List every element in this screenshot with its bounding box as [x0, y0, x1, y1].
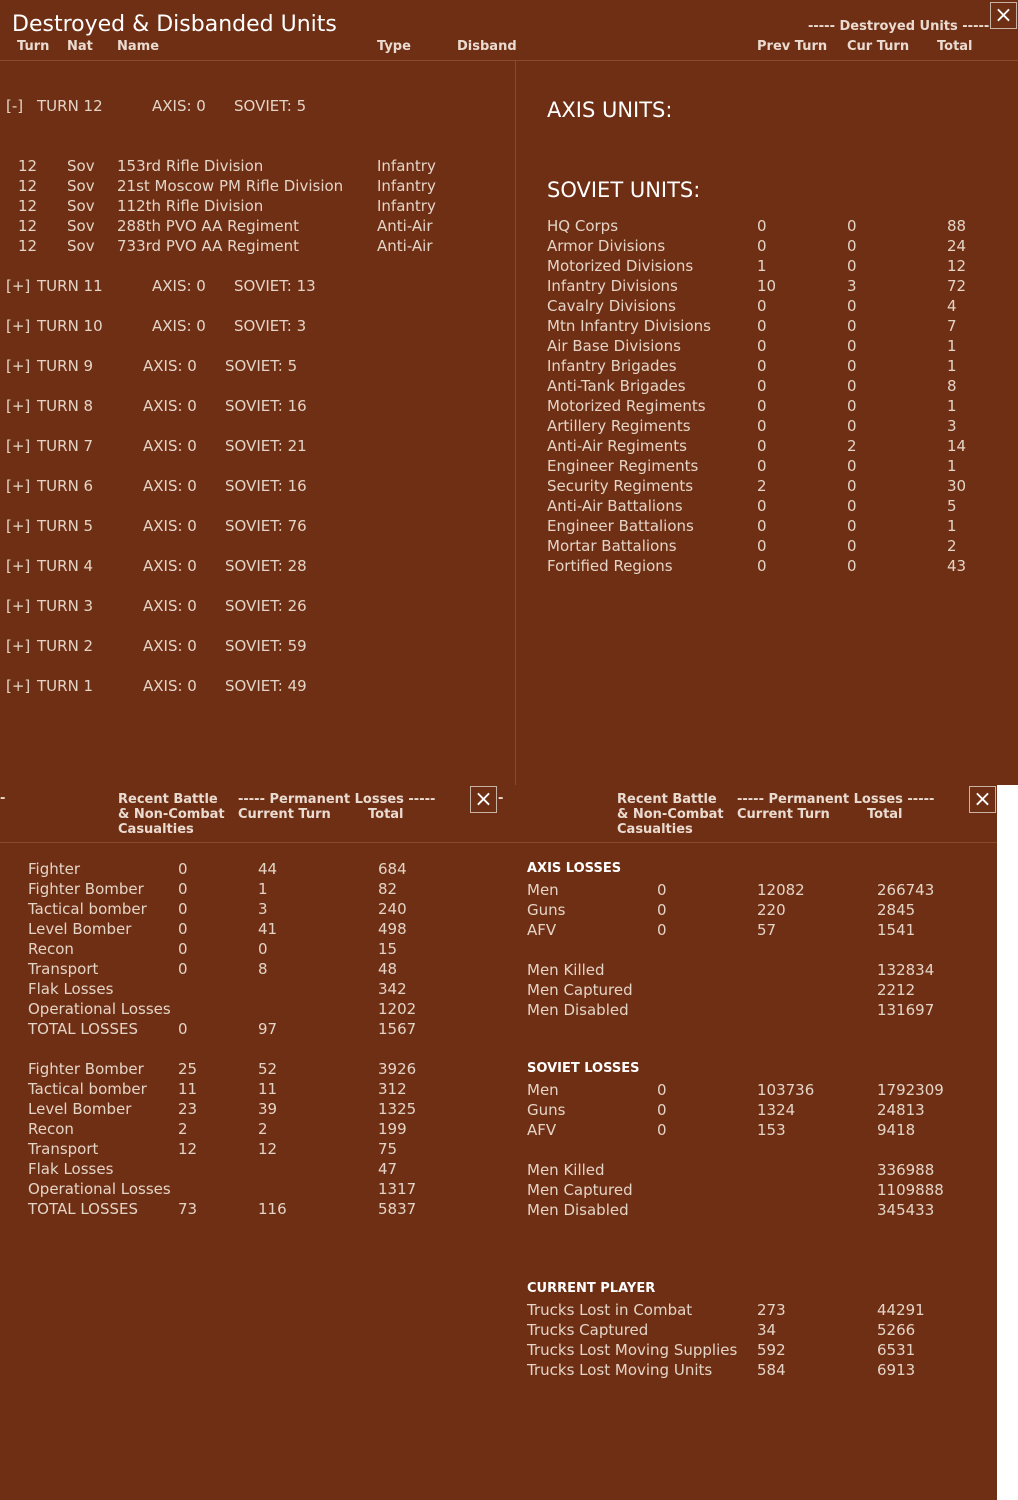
prev-turn-value: 0 — [757, 537, 767, 555]
current-turn-value: 1 — [258, 880, 268, 898]
cur-turn-value: 0 — [847, 257, 857, 275]
unit-nationality: Sov — [67, 237, 95, 255]
loss-category: AFV — [527, 1121, 557, 1139]
current-turn-value: 52 — [258, 1060, 278, 1078]
loss-category: AFV — [527, 921, 557, 939]
permanent-losses-header: ----- Permanent Losses ----- — [238, 792, 436, 807]
total-value: 684 — [378, 860, 407, 878]
turn-toggle-button[interactable]: [+] — [6, 597, 31, 615]
unit-category-name: Mortar Battalions — [547, 537, 677, 555]
total-value: 1567 — [378, 1020, 417, 1038]
section-title: AXIS LOSSES — [527, 861, 622, 876]
prev-turn-value: 1 — [757, 257, 767, 275]
unit-category-name: Motorized Regiments — [547, 397, 706, 415]
turn-soviet-count: SOVIET: 13 — [234, 277, 316, 295]
current-turn-header: Current Turn — [238, 807, 331, 822]
total-value: 75 — [378, 1140, 398, 1158]
aircraft-type: Tactical bomber — [28, 900, 147, 918]
turn-label[interactable]: TURN 10 — [37, 317, 103, 335]
dash-marker: - — [0, 791, 6, 806]
unit-category-name: Anti-Air Battalions — [547, 497, 683, 515]
total-value: 7 — [947, 317, 957, 335]
aircraft-type: Recon — [28, 940, 74, 958]
turn-axis-count: AXIS: 0 — [143, 597, 197, 615]
col-prev-turn[interactable]: Prev Turn — [757, 39, 828, 54]
turn-soviet-count: SOVIET: 76 — [225, 517, 307, 535]
turn-soviet-count: SOVIET: 26 — [225, 597, 307, 615]
total-value: 345433 — [877, 1201, 935, 1219]
turn-axis-count: AXIS: 0 — [143, 637, 197, 655]
aircraft-type: Tactical bomber — [28, 1080, 147, 1098]
unit-category-name: Armor Divisions — [547, 237, 666, 255]
prev-turn-value: 0 — [757, 417, 767, 435]
turn-toggle-button[interactable]: [-] — [6, 97, 24, 115]
prev-turn-value: 0 — [757, 377, 767, 395]
total-value: 88 — [947, 217, 967, 235]
men-loss-category: Men Disabled — [527, 1001, 629, 1019]
recent-casualties-value: 0 — [657, 1121, 667, 1139]
total-header: Total — [867, 807, 903, 822]
prev-turn-value: 0 — [757, 457, 767, 475]
turn-soviet-count: SOVIET: 21 — [225, 437, 307, 455]
turn-axis-count: AXIS: 0 — [143, 477, 197, 495]
recent-casualties-value: 0 — [178, 920, 188, 938]
total-value: 5266 — [877, 1321, 916, 1339]
total-value: 30 — [947, 477, 967, 495]
unit-category-name: Anti-Tank Brigades — [547, 377, 686, 395]
total-value: 3 — [947, 417, 957, 435]
loss-category: Men — [527, 881, 559, 899]
current-turn-value: 592 — [757, 1341, 786, 1359]
total-value: 2 — [947, 537, 957, 555]
loss-category: Guns — [527, 1101, 566, 1119]
cur-turn-value: 0 — [847, 537, 857, 555]
men-loss-category: Men Captured — [527, 1181, 633, 1199]
prev-turn-value: 0 — [757, 217, 767, 235]
prev-turn-value: 0 — [757, 517, 767, 535]
cur-turn-value: 0 — [847, 337, 857, 355]
total-value: 1325 — [378, 1100, 417, 1118]
total-value: 1541 — [877, 921, 916, 939]
prev-turn-value: 0 — [757, 497, 767, 515]
recent-casualties-value: 0 — [657, 1101, 667, 1119]
turn-toggle-button[interactable]: [+] — [6, 557, 31, 575]
unit-name[interactable]: 733rd PVO AA Regiment — [117, 237, 300, 255]
column-divider — [515, 60, 516, 785]
cur-turn-value: 0 — [847, 477, 857, 495]
current-turn-value: 116 — [258, 1200, 287, 1218]
unit-category-name: Engineer Battalions — [547, 517, 694, 535]
turn-axis-count: AXIS: 0 — [143, 557, 197, 575]
current-turn-value: 273 — [757, 1301, 786, 1319]
turn-toggle-button[interactable]: [+] — [6, 357, 31, 375]
total-value: 14 — [947, 437, 967, 455]
recent-casualties-value: 2 — [178, 1120, 188, 1138]
recent-casualties-header — [617, 792, 724, 837]
prev-turn-value: 0 — [757, 297, 767, 315]
aircraft-type: Level Bomber — [28, 1100, 132, 1118]
col-turn[interactable]: Turn — [17, 39, 50, 54]
turn-soviet-count: SOVIET: 5 — [234, 97, 307, 115]
unit-name[interactable]: 288th PVO AA Regiment — [117, 217, 300, 235]
recent-header-line: Casualties — [617, 822, 693, 837]
current-turn-value: 41 — [258, 920, 278, 938]
unit-name[interactable]: 112th Rifle Division — [117, 197, 264, 215]
total-value: 1202 — [378, 1000, 417, 1018]
turn-label[interactable]: TURN 8 — [37, 397, 94, 415]
col-nat[interactable]: Nat — [67, 39, 93, 54]
turn-toggle-button[interactable]: [+] — [6, 317, 31, 335]
unit-category-name: Fortified Regions — [547, 557, 673, 575]
unit-type: Anti-Air — [377, 217, 433, 235]
recent-casualties-value: 0 — [657, 921, 667, 939]
dash-marker: - — [498, 791, 504, 806]
aircraft-type: Transport — [28, 1140, 99, 1158]
unit-turn: 12 — [18, 177, 38, 195]
destroyed-units-header: ----- Destroyed Units ----- — [808, 19, 990, 34]
current-turn-value: 2 — [258, 1120, 268, 1138]
turn-label[interactable]: TURN 6 — [37, 477, 94, 495]
current-turn-value: 584 — [757, 1361, 786, 1379]
current-turn-value: 103736 — [757, 1081, 815, 1099]
total-value: 9418 — [877, 1121, 916, 1139]
unit-category-name: Engineer Regiments — [547, 457, 699, 475]
section-title: SOVIET LOSSES — [527, 1061, 640, 1076]
recent-casualties-value: 0 — [657, 1081, 667, 1099]
total-value: 1317 — [378, 1180, 417, 1198]
total-value: 1 — [947, 337, 957, 355]
total-value: 24 — [947, 237, 967, 255]
prev-turn-value: 0 — [757, 237, 767, 255]
current-turn-value: 0 — [258, 940, 268, 958]
turn-label[interactable]: TURN 3 — [37, 597, 94, 615]
aircraft-type: Recon — [28, 1120, 74, 1138]
turn-label[interactable]: TURN 7 — [37, 437, 94, 455]
cur-turn-value: 0 — [847, 377, 857, 395]
recent-casualties-value: 0 — [178, 940, 188, 958]
unit-type: Anti-Air — [377, 237, 433, 255]
unit-category-name: HQ Corps — [547, 217, 619, 235]
total-value: 336988 — [877, 1161, 935, 1179]
turn-label[interactable]: TURN 2 — [37, 637, 94, 655]
total-value: 24813 — [877, 1101, 925, 1119]
axis-units-label: AXIS UNITS: — [547, 98, 673, 122]
total-value: 2845 — [877, 901, 916, 919]
cur-turn-value: 0 — [847, 317, 857, 335]
recent-casualties-value: 0 — [178, 960, 188, 978]
total-value: 1 — [947, 517, 957, 535]
current-turn-value: 12082 — [757, 881, 805, 899]
current-turn-value: 57 — [757, 921, 777, 939]
unit-type: Infantry — [377, 197, 436, 215]
total-value: 44291 — [877, 1301, 925, 1319]
total-value: 2212 — [877, 981, 916, 999]
unit-type: Infantry — [377, 157, 436, 175]
aircraft-type: Transport — [28, 960, 99, 978]
header-divider — [0, 842, 997, 843]
aircraft-type: Fighter Bomber — [28, 880, 144, 898]
unit-category-name: Mtn Infantry Divisions — [547, 317, 711, 335]
men-loss-category: Men Captured — [527, 981, 633, 999]
recent-header-line: & Non-Combat — [118, 807, 225, 822]
total-value: 8 — [947, 377, 957, 395]
truck-loss-category: Trucks Lost in Combat — [527, 1301, 693, 1319]
total-value: 342 — [378, 980, 407, 998]
unit-category-name: Cavalry Divisions — [547, 297, 676, 315]
aircraft-type: Operational Losses — [28, 1000, 171, 1018]
unit-category-name: Motorized Divisions — [547, 257, 694, 275]
total-value: 1 — [947, 357, 957, 375]
turn-toggle-button[interactable]: [+] — [6, 517, 31, 535]
current-turn-value: 97 — [258, 1020, 278, 1038]
total-value: 1109888 — [877, 1181, 944, 1199]
loss-category: Guns — [527, 901, 566, 919]
aircraft-type: Fighter Bomber — [28, 1060, 144, 1078]
turn-label[interactable]: TURN 11 — [37, 277, 103, 295]
turn-label[interactable]: TURN 1 — [37, 677, 94, 695]
turn-toggle-button[interactable]: [+] — [6, 637, 31, 655]
total-value: 240 — [378, 900, 407, 918]
total-value: 15 — [378, 940, 398, 958]
col-cur-turn[interactable]: Cur Turn — [847, 39, 910, 54]
permanent-losses-header: ----- Permanent Losses ----- — [737, 792, 935, 807]
truck-loss-category: Trucks Lost Moving Units — [527, 1361, 713, 1379]
turn-label[interactable]: TURN 5 — [37, 517, 94, 535]
total-value: 199 — [378, 1120, 407, 1138]
current-turn-value: 44 — [258, 860, 278, 878]
unit-turn: 12 — [18, 237, 38, 255]
turn-toggle-button[interactable]: [+] — [6, 397, 31, 415]
col-type[interactable]: Type — [377, 39, 411, 54]
recent-casualties-value: 0 — [178, 1020, 188, 1038]
aircraft-type: TOTAL LOSSES — [28, 1020, 139, 1038]
unit-type: Infantry — [377, 177, 436, 195]
current-turn-value: 1324 — [757, 1101, 796, 1119]
turn-soviet-count: SOVIET: 59 — [225, 637, 307, 655]
recent-header-line: Recent Battle — [617, 792, 717, 807]
recent-casualties-value: 73 — [178, 1200, 198, 1218]
current-turn-value: 11 — [258, 1080, 278, 1098]
turn-soviet-count: SOVIET: 3 — [234, 317, 307, 335]
unit-nationality: Sov — [67, 197, 95, 215]
total-value: 5 — [947, 497, 957, 515]
current-turn-value: 8 — [258, 960, 268, 978]
cur-turn-value: 0 — [847, 457, 857, 475]
unit-nationality: Sov — [67, 157, 95, 175]
section-title: CURRENT PLAYER — [527, 1281, 656, 1296]
total-value: 1792309 — [877, 1081, 944, 1099]
cur-turn-value: 0 — [847, 217, 857, 235]
turn-axis-count: AXIS: 0 — [152, 277, 206, 295]
turn-soviet-count: SOVIET: 16 — [225, 477, 307, 495]
turn-axis-count: AXIS: 0 — [143, 397, 197, 415]
prev-turn-value: 0 — [757, 337, 767, 355]
recent-header-line: & Non-Combat — [617, 807, 724, 822]
close-icon[interactable]: × — [470, 786, 497, 813]
truck-loss-category: Trucks Captured — [527, 1321, 649, 1339]
unit-category-name: Anti-Air Regiments — [547, 437, 687, 455]
aircraft-type: Fighter — [28, 860, 81, 878]
total-value: 72 — [947, 277, 967, 295]
cur-turn-value: 0 — [847, 517, 857, 535]
cur-turn-value: 0 — [847, 397, 857, 415]
unit-name[interactable]: 21st Moscow PM Rifle Division — [117, 177, 344, 195]
total-value: 266743 — [877, 881, 935, 899]
prev-turn-value: 2 — [757, 477, 767, 495]
recent-casualties-value: 0 — [657, 881, 667, 899]
unit-turn: 12 — [18, 157, 38, 175]
turn-soviet-count: SOVIET: 49 — [225, 677, 307, 695]
losses-panel — [0, 785, 997, 1500]
cur-turn-value: 0 — [847, 297, 857, 315]
current-turn-value: 220 — [757, 901, 786, 919]
total-value: 498 — [378, 920, 407, 938]
current-turn-value: 39 — [258, 1100, 278, 1118]
prev-turn-value: 0 — [757, 317, 767, 335]
total-value: 131697 — [877, 1001, 935, 1019]
total-value: 132834 — [877, 961, 935, 979]
loss-category: Men — [527, 1081, 559, 1099]
turn-toggle-button[interactable]: [+] — [6, 437, 31, 455]
total-value: 6913 — [877, 1361, 916, 1379]
total-value: 82 — [378, 880, 398, 898]
current-turn-value: 153 — [757, 1121, 786, 1139]
unit-category-name: Air Base Divisions — [547, 337, 681, 355]
recent-casualties-value: 0 — [178, 880, 188, 898]
soviet-units-label: SOVIET UNITS: — [547, 178, 701, 202]
close-icon[interactable]: × — [969, 786, 996, 813]
men-loss-category: Men Killed — [527, 961, 605, 979]
prev-turn-value: 10 — [757, 277, 777, 295]
cur-turn-value: 0 — [847, 237, 857, 255]
aircraft-type: Level Bomber — [28, 920, 132, 938]
total-value: 12 — [947, 257, 967, 275]
current-turn-value: 12 — [258, 1140, 278, 1158]
col-name[interactable]: Name — [117, 39, 160, 54]
recent-casualties-value: 12 — [178, 1140, 198, 1158]
aircraft-type: Operational Losses — [28, 1180, 171, 1198]
cur-turn-value: 0 — [847, 497, 857, 515]
total-value: 4 — [947, 297, 957, 315]
close-icon[interactable]: × — [990, 2, 1017, 29]
prev-turn-value: 0 — [757, 397, 767, 415]
prev-turn-value: 0 — [757, 557, 767, 575]
turn-axis-count: AXIS: 0 — [143, 677, 197, 695]
unit-turn: 12 — [18, 217, 38, 235]
turn-axis-count: AXIS: 0 — [143, 517, 197, 535]
recent-casualties-header — [118, 792, 225, 837]
prev-turn-value: 0 — [757, 357, 767, 375]
cur-turn-value: 3 — [847, 277, 857, 295]
unit-category-name: Artillery Regiments — [547, 417, 691, 435]
total-value: 1 — [947, 397, 957, 415]
turn-label[interactable]: TURN 12 — [37, 97, 103, 115]
current-turn-value: 3 — [258, 900, 268, 918]
recent-casualties-value: 0 — [178, 860, 188, 878]
cur-turn-value: 0 — [847, 417, 857, 435]
recent-header-line: Casualties — [118, 822, 194, 837]
truck-loss-category: Trucks Lost Moving Supplies — [527, 1341, 738, 1359]
aircraft-type: TOTAL LOSSES — [28, 1200, 139, 1218]
turn-axis-count: AXIS: 0 — [143, 437, 197, 455]
turn-toggle-button[interactable]: [+] — [6, 677, 31, 695]
turn-axis-count: AXIS: 0 — [143, 357, 197, 375]
cur-turn-value: 2 — [847, 437, 857, 455]
aircraft-type: Flak Losses — [28, 1160, 114, 1178]
unit-category-name: Infantry Divisions — [547, 277, 678, 295]
aircraft-type: Flak Losses — [28, 980, 114, 998]
unit-category-name: Infantry Brigades — [547, 357, 677, 375]
recent-casualties-value: 0 — [178, 900, 188, 918]
unit-name[interactable]: 153rd Rifle Division — [117, 157, 264, 175]
turn-label[interactable]: TURN 9 — [37, 357, 94, 375]
total-value: 5837 — [378, 1200, 417, 1218]
total-value: 3926 — [378, 1060, 417, 1078]
cur-turn-value: 0 — [847, 557, 857, 575]
total-value: 48 — [378, 960, 398, 978]
unit-nationality: Sov — [67, 217, 95, 235]
turn-axis-count: AXIS: 0 — [152, 97, 206, 115]
panel-title: Destroyed & Disbanded Units — [12, 12, 337, 37]
unit-nationality: Sov — [67, 177, 95, 195]
recent-casualties-value: 11 — [178, 1080, 198, 1098]
unit-turn: 12 — [18, 197, 38, 215]
recent-header-line: Recent Battle — [118, 792, 218, 807]
current-turn-value: 34 — [757, 1321, 777, 1339]
total-value: 47 — [378, 1160, 398, 1178]
unit-category-name: Security Regiments — [547, 477, 694, 495]
turn-toggle-button[interactable]: [+] — [6, 277, 31, 295]
total-value: 43 — [947, 557, 967, 575]
recent-casualties-value: 25 — [178, 1060, 198, 1078]
turn-soviet-count: SOVIET: 16 — [225, 397, 307, 415]
men-loss-category: Men Disabled — [527, 1201, 629, 1219]
recent-casualties-value: 23 — [178, 1100, 198, 1118]
turn-soviet-count: SOVIET: 5 — [225, 357, 298, 375]
col-disband[interactable]: Disband — [457, 39, 517, 54]
header-divider — [0, 60, 1018, 61]
men-loss-category: Men Killed — [527, 1161, 605, 1179]
col-total[interactable]: Total — [937, 39, 973, 54]
turn-label[interactable]: TURN 4 — [37, 557, 94, 575]
total-header: Total — [368, 807, 404, 822]
total-value: 6531 — [877, 1341, 916, 1359]
turn-soviet-count: SOVIET: 28 — [225, 557, 307, 575]
current-turn-header: Current Turn — [737, 807, 830, 822]
recent-casualties-value: 0 — [657, 901, 667, 919]
turn-axis-count: AXIS: 0 — [152, 317, 206, 335]
total-value: 1 — [947, 457, 957, 475]
cur-turn-value: 0 — [847, 357, 857, 375]
turn-toggle-button[interactable]: [+] — [6, 477, 31, 495]
prev-turn-value: 0 — [757, 437, 767, 455]
total-value: 312 — [378, 1080, 407, 1098]
